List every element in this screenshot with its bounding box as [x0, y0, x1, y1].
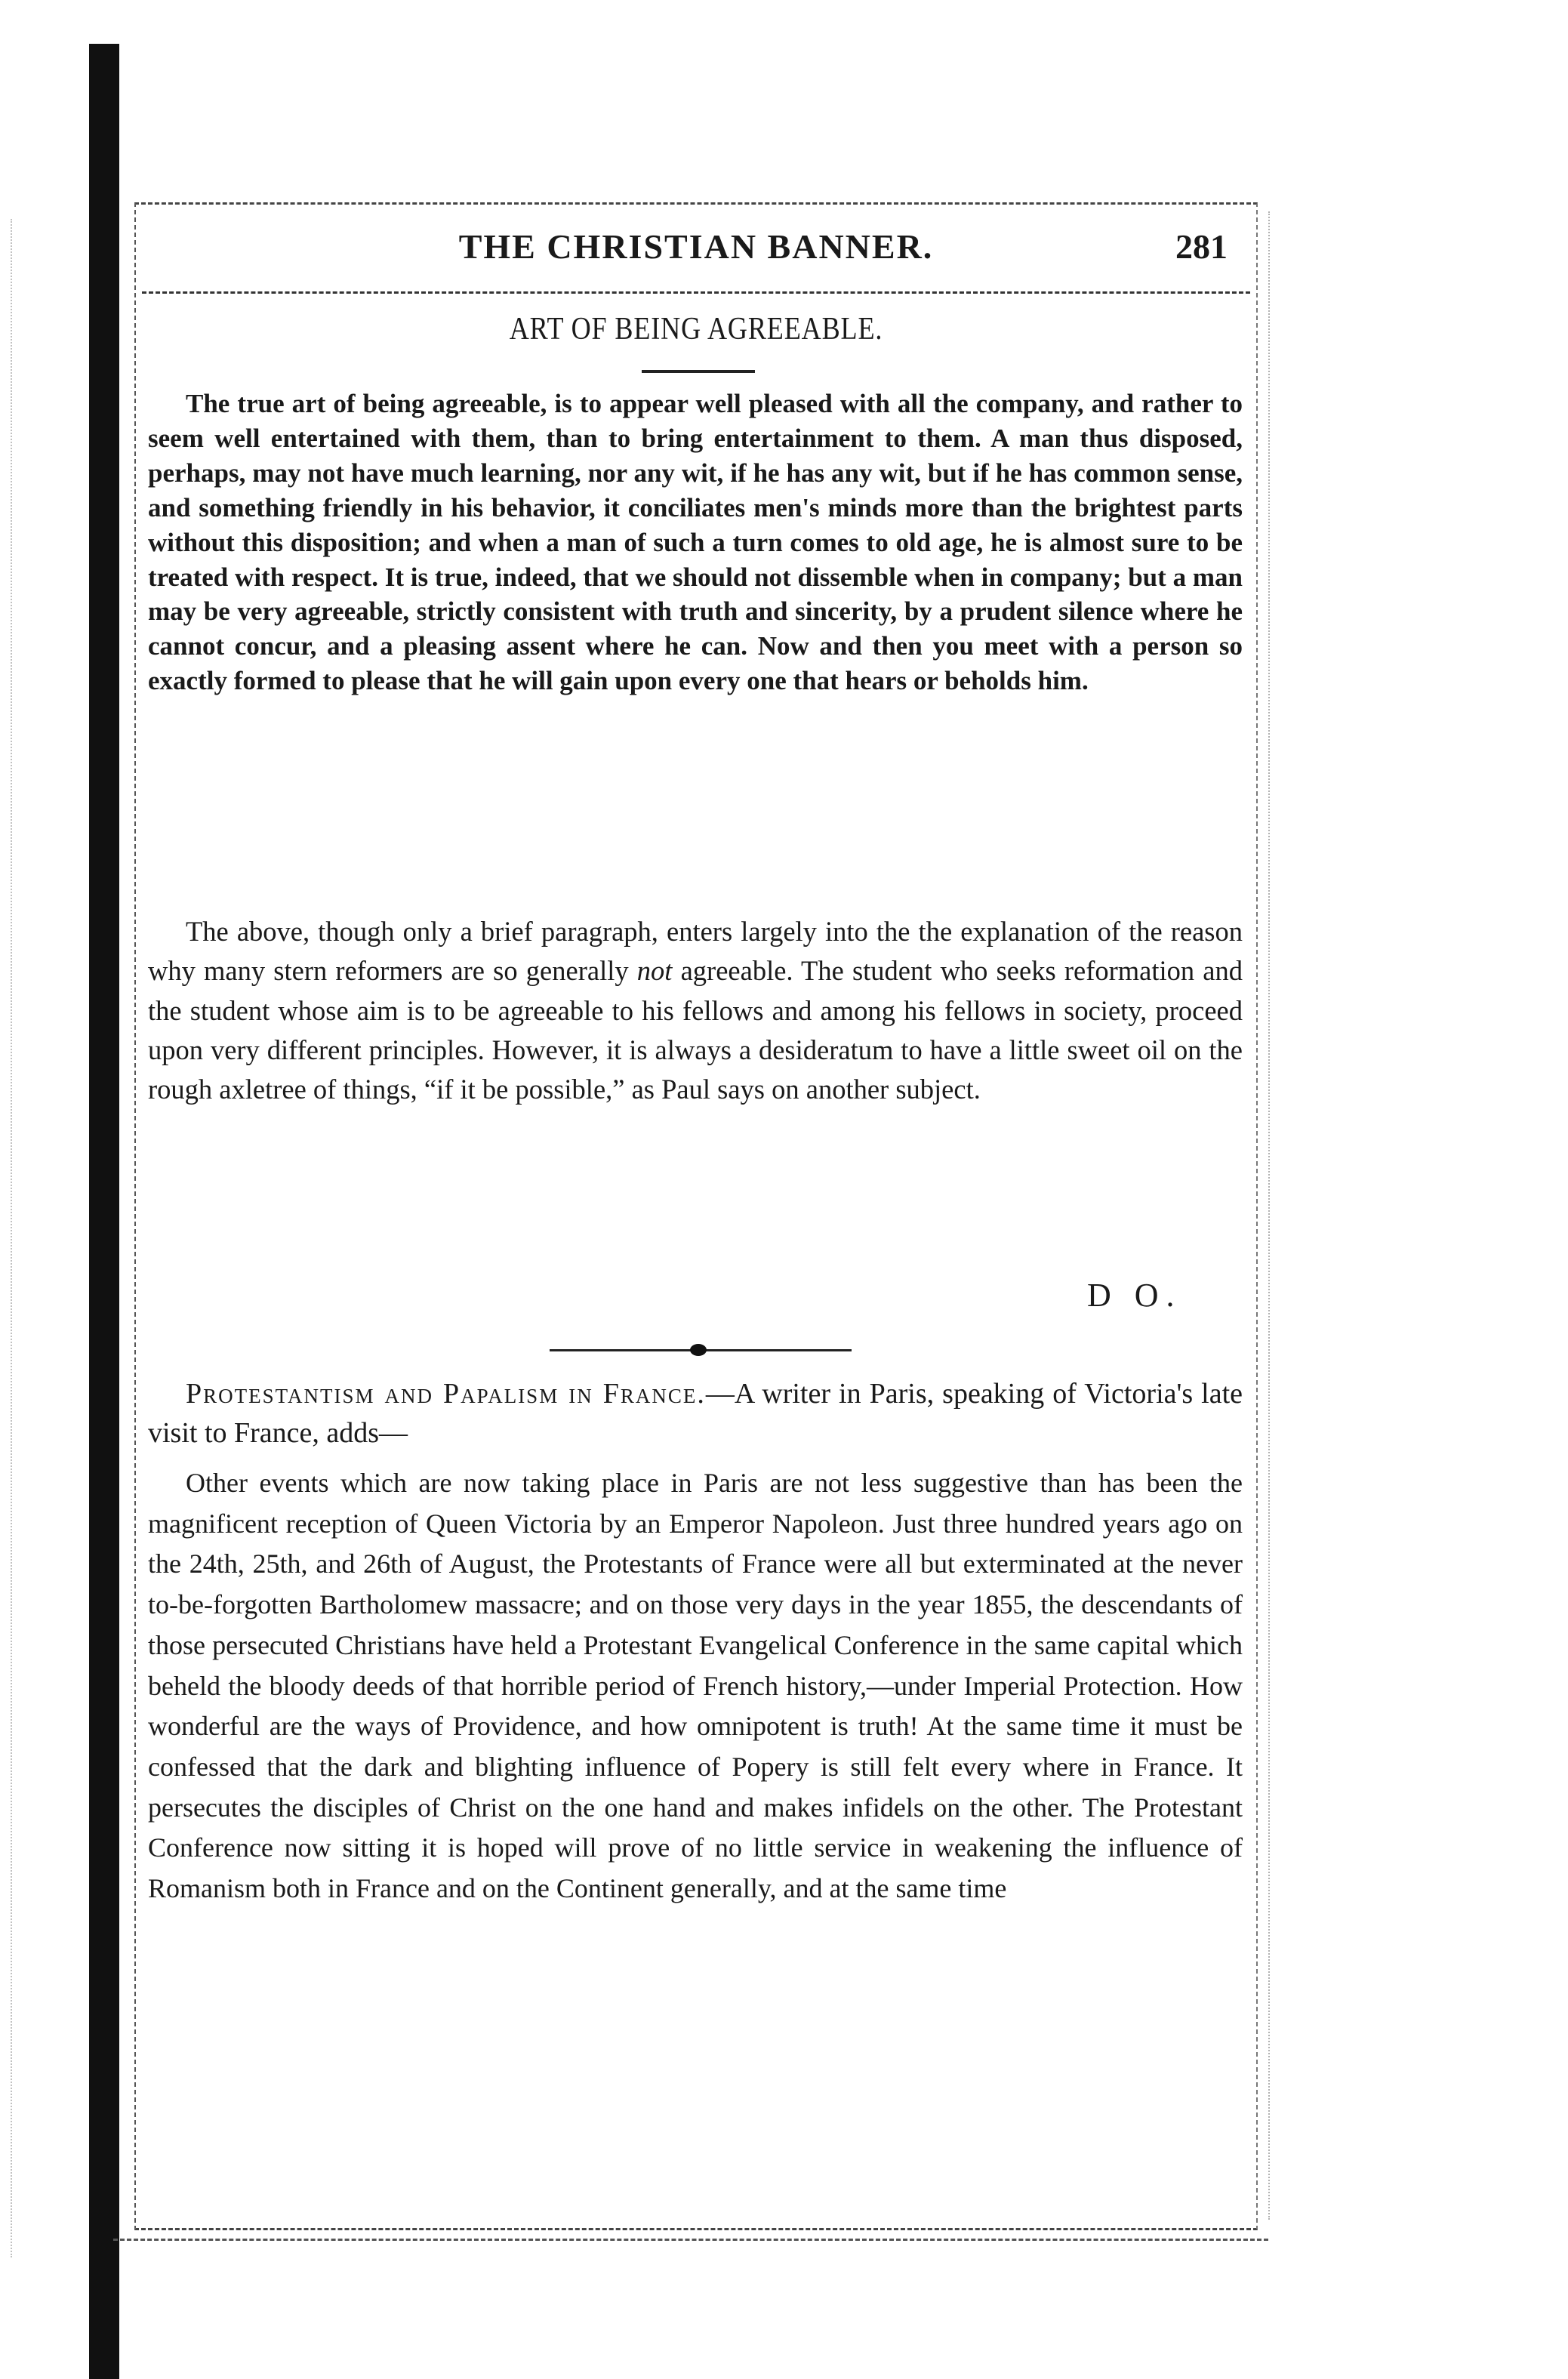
divider-dot: [690, 1344, 707, 1356]
article-paragraph-1: The true art of being agreeable, is to appear well pleased with all the company, and rather to seem well entertained with them, than to bring entertainment to them. A man thus disposed, perhaps, may not have much learning, nor any wit, if he has any wit, but if he has common sense, and something friendly in his behavior, it conciliates men's minds more than the brightest parts without this disposition; and when a man of such a turn comes to old age, he is almost sure to be treated with respect. It is true, indeed, that we should not dissemble when in company; but a man may be very agreeable, strictly consistent with truth and sincerity, by a prudent silence where he cannot concur, and a pleasing assent where he can. Now and then you meet with a person so exactly formed to please that he will gain upon every one that hears or beholds him.: [148, 389, 1243, 696]
article-paragraph-2: [148, 912, 1243, 1109]
header-rule: [142, 291, 1250, 294]
paragraph-2-emphasis: not: [636, 955, 673, 987]
margin-scan-marks: [11, 219, 77, 2257]
section-lead: [148, 1374, 1243, 1453]
book-spine-edge: [89, 44, 119, 2379]
article-title: ART OF BEING AGREEABLE.: [509, 312, 883, 347]
journal-title: THE CHRISTIAN BANNER.: [458, 227, 934, 266]
section-lead-text: —A writer in Paris, speaking of Victoria's late visit to France, adds—: [148, 1378, 1243, 1449]
section-heading: Protestantism and Papalism in France.: [186, 1378, 706, 1410]
right-margin-scan-marks: [1268, 211, 1285, 2220]
page-number: 281: [1175, 227, 1228, 266]
title-rule: [642, 370, 755, 373]
author-signature: D O.: [1087, 1277, 1182, 1314]
paragraph-2-text-after: agreeable. The student who seeks reformation and the student whose aim is to be agreeable to his fellows and among his fellows in society, proceed upon very different principles. However, it is always a desideratum to have a little sweet oil on the rough axletree of things, “if it be possible,” as Paul says on another subject.: [148, 955, 1243, 1105]
section-divider-ornament: [550, 1344, 852, 1356]
section-paragraph: Other events which are now taking place in Paris are not less suggestive than has been the magnificent reception of Queen Victoria by an Emperor Napoleon. Just three hundred years ago on the 24th, 25th, and 26th of August, the Protestants of France were all but exterminated at the never to-be-forgotten Bartholomew massacre; and on those very days in the year 1855, the descendants of those persecuted Christians have held a Protestant Evangelical Conference in the same capital which beheld the bloody deeds of that horrible period of French history,—under Imperial Protection. How wonderful are the ways of Providence, and how omnipotent is truth! At the same time it must be confessed that the dark and blighting influence of Popery is still felt every where in France. It persecutes the disciples of Christ on the one hand and makes infidels on the other. The Protestant Conference now sitting it is hoped will prove of no little service in weakening the influence of Romanism both in France and on the Continent generally, and at the same time: [148, 1468, 1243, 1904]
running-header: [142, 226, 1250, 279]
paragraph-2-text-before: The above, though only a brief paragraph, enters largely into the the explanation of the reason why many stern reformers are so generally: [148, 916, 1243, 987]
page-bottom-rule: [113, 2239, 1268, 2241]
